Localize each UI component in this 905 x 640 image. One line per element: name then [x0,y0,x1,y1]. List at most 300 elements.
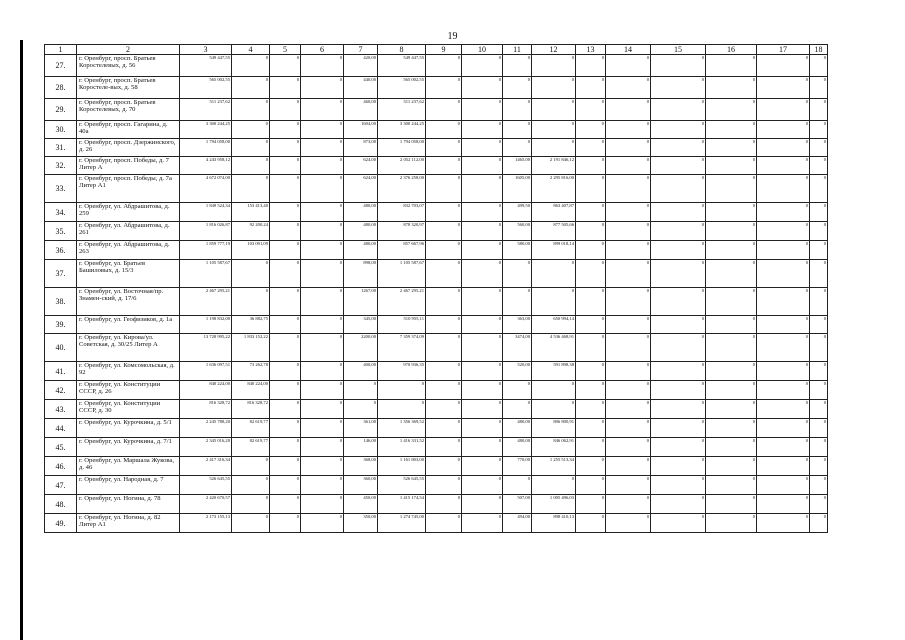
value-cell: 0 [606,222,651,241]
value-cell: 0 [270,55,301,77]
value-cell: 0 [706,203,757,222]
value-cell: 526 645,55 [180,476,232,495]
value-cell: 0 [270,419,301,438]
value-cell: 0 [462,260,503,288]
table-row [45,121,828,139]
value-cell: 770,00 [503,457,532,476]
value-cell: 565 002,55 [378,77,426,99]
value-cell: 2 052 112,00 [378,157,426,175]
column-header: 18 [810,45,828,55]
value-cell: 0 [706,476,757,495]
value-cell: 0 [426,175,462,203]
value-cell: 0 [810,334,828,362]
value-cell: 877 505,66 [532,222,576,241]
value-cell: 0 [462,175,503,203]
value-cell: 560,00 [503,222,532,241]
value-cell: 0 [503,99,532,121]
value-cell: 0 [757,476,810,495]
address-cell: г. Оренбург, ул. Конституции СССР, д. 30 [77,400,180,419]
value-cell: 0 [426,99,462,121]
value-cell: 816 328,72 [180,400,232,419]
value-cell: 0 [426,400,462,419]
value-cell: 0 [462,157,503,175]
value-cell: 0 [301,139,344,157]
value-cell: 0 [462,476,503,495]
table-row [45,260,828,288]
value-cell: 0 [810,316,828,334]
value-cell: 1 849 524,34 [180,203,232,222]
table-row [45,222,828,241]
value-cell: 480,00 [503,438,532,457]
column-header: 6 [301,45,344,55]
value-cell: 494,00 [503,514,532,533]
value-cell: 0 [706,175,757,203]
row-number: 31. [45,139,77,157]
row-number: 30. [45,121,77,139]
value-cell: 0 [232,55,270,77]
value-cell: 0 [462,362,503,381]
value-cell: 360,00 [344,476,378,495]
row-number: 45. [45,438,77,457]
value-cell: 0 [270,438,301,457]
value-cell: 0 [706,55,757,77]
value-cell: 1604,00 [344,121,378,139]
row-number: 36. [45,241,77,260]
address-cell: г. Оренбург, ул. Конституции СССР, д. 26 [77,381,180,400]
value-cell: 0 [426,77,462,99]
value-cell: 1 105 587,67 [180,260,232,288]
address-cell: г. Оренбург, просп. Гагарина, д. 40а [77,121,180,139]
value-cell: 0 [270,222,301,241]
table-row [45,77,828,99]
value-cell: 0 [532,400,576,419]
value-cell: 0 [426,241,462,260]
value-cell: 0 [706,381,757,400]
value-cell: 0 [232,495,270,514]
value-cell: 0 [606,260,651,288]
value-cell: 0 [810,495,828,514]
address-cell: г. Оренбург, просп. Братьев Коростелевых, д. 70 [77,99,180,121]
column-header: 2 [77,45,180,55]
value-cell: 0 [576,438,606,457]
value-cell: 0 [606,203,651,222]
value-cell: 0 [757,316,810,334]
value-cell: 0 [757,419,810,438]
value-cell: 350,00 [344,514,378,533]
value-cell: 73 262,78 [232,362,270,381]
value-cell: 0 [301,121,344,139]
value-cell: 0 [426,260,462,288]
row-number: 38. [45,288,77,316]
column-header: 13 [576,45,606,55]
value-cell: 0 [706,316,757,334]
value-cell: 0 [301,175,344,203]
value-cell: 0 [606,438,651,457]
address-cell: г. Оренбург, ул. Геофизиков, д. 1а [77,316,180,334]
value-cell: 0 [232,514,270,533]
value-cell: 0 [757,77,810,99]
value-cell: 0 [301,316,344,334]
value-cell: 0 [757,139,810,157]
value-cell: 92 200,24 [232,222,270,241]
column-header: 14 [606,45,651,55]
value-cell: 565 002,55 [180,77,232,99]
value-cell: 0 [426,419,462,438]
value-cell: 0 [270,288,301,316]
value-cell: 2 173 155,13 [180,514,232,533]
value-cell: 0 [651,362,706,381]
value-cell: 0 [606,495,651,514]
table-row [45,99,828,121]
value-cell: 0 [576,288,606,316]
row-number: 27. [45,55,77,77]
value-cell: 0 [462,334,503,362]
value-cell: 2 245 788,20 [180,419,232,438]
value-cell: 0 [232,139,270,157]
value-cell: 0 [810,288,828,316]
value-cell: 1 636 097,51 [180,362,232,381]
value-cell: 0 [426,334,462,362]
value-cell: 806 800,91 [532,419,576,438]
column-header: 12 [532,45,576,55]
value-cell: 0 [462,55,503,77]
value-cell: 0 [301,157,344,175]
column-header: 3 [180,45,232,55]
value-cell: 1 833 152,22 [232,334,270,362]
value-cell: 0 [757,495,810,514]
table-row [45,55,828,77]
table-row [45,362,828,381]
value-cell: 511 237,62 [378,99,426,121]
address-cell: г. Оренбург, просп. Братьев Коростеле-вых, д. 58 [77,77,180,99]
header-row [45,45,828,55]
value-cell: 0 [301,99,344,121]
value-cell: 0 [706,514,757,533]
value-cell: 0 [301,362,344,381]
value-cell: 1 794 058,00 [378,139,426,157]
value-cell: 0 [757,99,810,121]
value-cell: 361,00 [344,419,378,438]
value-cell: 0 [706,419,757,438]
value-cell: 0 [503,77,532,99]
row-number: 37. [45,260,77,288]
value-cell: 816 328,72 [232,400,270,419]
value-cell: 0 [706,362,757,381]
value-cell: 1 356 369,52 [378,419,426,438]
value-cell: 0 [651,99,706,121]
row-number: 34. [45,203,77,222]
value-cell: 0 [576,381,606,400]
value-cell: 0 [576,99,606,121]
value-cell: 650 994,14 [532,316,576,334]
value-cell: 0 [503,381,532,400]
value-cell: 400,00 [344,362,378,381]
value-cell: 0 [706,495,757,514]
value-cell: 0 [462,203,503,222]
table-row [45,514,828,533]
value-cell: 0 [462,400,503,419]
value-cell: 2 376 258,00 [378,175,426,203]
value-cell: 0 [651,55,706,77]
value-cell: 0 [757,157,810,175]
value-cell: 0 [810,139,828,157]
value-cell: 0 [270,316,301,334]
value-cell: 0 [651,476,706,495]
value-cell: 0 [426,514,462,533]
value-cell: 0 [462,419,503,438]
address-cell: г. Оренбург, просп. Дзержинского, д. 26 [77,139,180,157]
value-cell: 82 619,77 [232,438,270,457]
value-cell: 0 [576,476,606,495]
value-cell: 832 703,07 [378,203,426,222]
value-cell: 480,00 [344,241,378,260]
value-cell: 0 [651,457,706,476]
value-cell: 0 [462,381,503,400]
value-cell: 0 [426,222,462,241]
value-cell: 0 [576,77,606,99]
value-cell: 0 [503,55,532,77]
value-cell: 0 [651,316,706,334]
value-cell: 0 [532,476,576,495]
value-cell: 1 794 058,00 [180,139,232,157]
value-cell: 0 [426,203,462,222]
value-cell: 153 413,40 [232,203,270,222]
value-cell: 0 [810,222,828,241]
value-cell: 1 274 745,00 [378,514,426,533]
value-cell: 0 [651,175,706,203]
value-cell: 0 [301,260,344,288]
column-header: 10 [462,45,503,55]
table-row [45,438,828,457]
value-cell: 0 [426,139,462,157]
table-row [45,476,828,495]
value-cell: 4 672 074,00 [180,175,232,203]
value-cell: 0 [810,438,828,457]
value-cell: 0 [606,476,651,495]
value-cell: 0 [532,121,576,139]
value-cell: 0 [757,400,810,419]
value-cell: 0 [606,334,651,362]
value-cell: 591 898,38 [532,362,576,381]
value-cell: 0 [651,381,706,400]
value-cell: 846 062,91 [532,438,576,457]
value-cell: 857 667,96 [378,241,426,260]
value-cell: 0 [576,175,606,203]
address-cell: г. Оренбург, ул. Ногина, д. 82 Литер А1 [77,514,180,533]
value-cell: 0 [532,77,576,99]
address-cell: г. Оренбург, ул. Комсомольская, д. 92 [77,362,180,381]
value-cell: 1267,00 [344,288,378,316]
value-cell: 580,00 [503,241,532,260]
value-cell: 0 [270,334,301,362]
value-cell: 1 161 803,00 [378,457,426,476]
value-cell: 0 [651,139,706,157]
value-cell: 0 [301,400,344,419]
value-cell: 0 [426,121,462,139]
value-cell: 0 [426,381,462,400]
table-row [45,495,828,514]
value-cell: 526 645,55 [378,476,426,495]
value-cell: 0 [606,55,651,77]
value-cell: 0 [503,400,532,419]
value-cell: 0 [576,260,606,288]
value-cell: 0 [706,139,757,157]
value-cell: 0 [576,362,606,381]
table-row [45,400,828,419]
value-cell: 480,00 [344,222,378,241]
value-cell: 0 [462,288,503,316]
value-cell: 0 [706,457,757,476]
value-cell: 0 [462,222,503,241]
value-cell: 0 [757,438,810,457]
address-cell: г. Оренбург, ул. Восточная/пр. Знамен-ский, д. 17/6 [77,288,180,316]
value-cell: 0 [706,288,757,316]
value-cell: 0 [270,514,301,533]
value-cell: 0 [378,400,426,419]
value-cell: 0 [301,334,344,362]
value-cell: 440,00 [344,77,378,99]
value-cell: 898,00 [344,260,378,288]
value-cell: 13 728 995,22 [180,334,232,362]
value-cell: 0 [503,476,532,495]
value-cell: 345,00 [344,316,378,334]
value-cell: 0 [576,495,606,514]
value-cell: 0 [576,316,606,334]
value-cell: 0 [810,99,828,121]
value-cell: 103 091,09 [232,241,270,260]
value-cell: 0 [651,334,706,362]
value-cell: 0 [810,77,828,99]
data-table [44,44,828,533]
value-cell: 0 [757,55,810,77]
row-number: 32. [45,157,77,175]
value-cell: 0 [576,139,606,157]
table-row [45,419,828,438]
value-cell: 0 [651,400,706,419]
value-cell: 0 [270,362,301,381]
value-cell: 7 359 374,09 [378,334,426,362]
value-cell: 0 [651,121,706,139]
value-cell: 0 [426,55,462,77]
value-cell: 0 [462,457,503,476]
value-cell: 0 [706,241,757,260]
value-cell: 3 300 244,25 [180,121,232,139]
value-cell: 460,00 [344,99,378,121]
value-cell: 0 [810,381,828,400]
value-cell: 0 [503,288,532,316]
value-cell: 0 [270,457,301,476]
value-cell: 624,00 [344,175,378,203]
value-cell: 0 [232,157,270,175]
value-cell: 549 447,55 [180,55,232,77]
table-row [45,157,828,175]
value-cell: 0 [232,476,270,495]
value-cell: 363,00 [503,316,532,334]
value-cell: 0 [270,495,301,514]
value-cell: 0 [706,260,757,288]
value-cell: 0 [576,334,606,362]
value-cell: 0 [810,457,828,476]
value-cell: 1465,00 [503,157,532,175]
row-number: 39. [45,316,77,334]
value-cell: 1 005 496,03 [532,495,576,514]
value-cell: 0 [810,476,828,495]
value-cell: 0 [651,514,706,533]
value-cell: 450,00 [344,495,378,514]
value-cell: 0 [651,77,706,99]
row-number: 40. [45,334,77,362]
value-cell: 0 [606,400,651,419]
value-cell: 0 [462,121,503,139]
value-cell: 0 [606,157,651,175]
value-cell: 0 [810,203,828,222]
value-cell: 1 415 174,54 [378,495,426,514]
value-cell: 0 [270,203,301,222]
value-cell: 0 [344,400,378,419]
table-row [45,288,828,316]
address-cell: г. Оренбург, ул. Братьев Башиловых, д. 15/3 [77,260,180,288]
address-cell: г. Оренбург, просп. Победы, д. 7 Литер А [77,157,180,175]
value-cell: 0 [606,316,651,334]
value-cell: 0 [606,288,651,316]
value-cell: 2 467 295,21 [378,288,426,316]
row-number: 44. [45,419,77,438]
value-cell: 840 224,00 [232,381,270,400]
value-cell: 0 [576,121,606,139]
value-cell: 0 [532,99,576,121]
value-cell: 0 [651,438,706,457]
value-cell: 0 [232,99,270,121]
table-row [45,175,828,203]
value-cell: 0 [301,77,344,99]
value-cell: 0 [462,438,503,457]
value-cell: 0 [270,260,301,288]
column-header: 17 [757,45,810,55]
value-cell: 0 [706,99,757,121]
value-cell: 0 [344,381,378,400]
value-cell: 1605,00 [503,175,532,203]
value-cell: 0 [706,77,757,99]
value-cell: 0 [576,400,606,419]
value-cell: 0 [270,99,301,121]
value-cell: 0 [301,476,344,495]
value-cell: 0 [426,316,462,334]
value-cell: 0 [270,77,301,99]
value-cell: 0 [301,457,344,476]
value-cell: 0 [301,514,344,533]
value-cell: 368,00 [344,457,378,476]
value-cell: 0 [576,203,606,222]
value-cell: 0 [270,175,301,203]
address-cell: г. Оренбург, ул. Курочкина, д. 5/1 [77,419,180,438]
value-cell: 873,00 [344,139,378,157]
value-cell: 0 [706,334,757,362]
value-cell: 0 [651,241,706,260]
row-number: 41. [45,362,77,381]
value-cell: 0 [576,157,606,175]
value-cell: 0 [576,55,606,77]
value-cell: 863 407,87 [532,203,576,222]
table-row [45,334,828,362]
value-cell: 0 [651,419,706,438]
value-cell: 0 [706,157,757,175]
row-number: 35. [45,222,77,241]
value-cell: 499,50 [503,203,532,222]
value-cell: 0 [232,457,270,476]
value-cell: 0 [426,457,462,476]
value-cell: 0 [606,175,651,203]
value-cell: 0 [810,157,828,175]
